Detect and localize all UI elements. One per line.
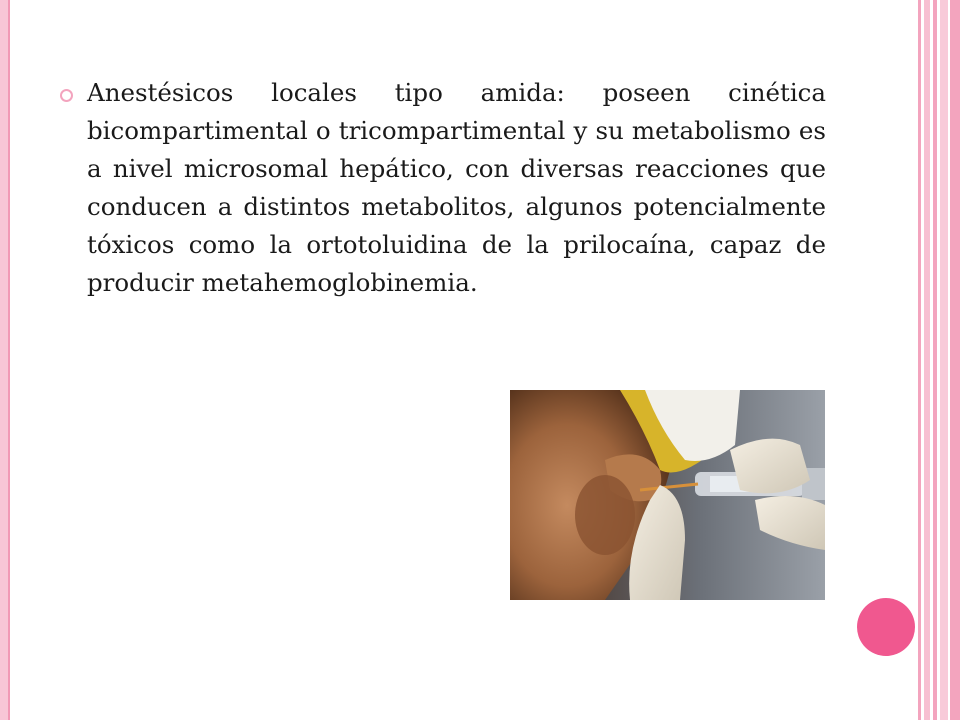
content-area — [60, 74, 826, 302]
injection-photo-illustration — [510, 390, 825, 600]
accent-circle — [857, 598, 915, 656]
bullet-item — [60, 74, 826, 302]
left-border — [0, 0, 10, 720]
bullet-ring-icon — [60, 89, 73, 102]
right-stripe — [918, 0, 921, 720]
right-stripe — [940, 0, 948, 720]
right-stripe — [924, 0, 930, 720]
right-stripe — [950, 0, 960, 720]
injection-photo — [510, 390, 825, 600]
right-stripe — [933, 0, 937, 720]
bullet-text: Anestésicos locales tipo amida: poseen cinética bicompartimental o tricompartimental y su metabolismo es a nivel microsomal hepático, con diversas reacciones que conducen a distintos metabolitos, algunos potencialmente tóxicos como la ortotoluidina de la prilocaína, capaz de producir metahemoglobinemia. — [87, 78, 826, 297]
